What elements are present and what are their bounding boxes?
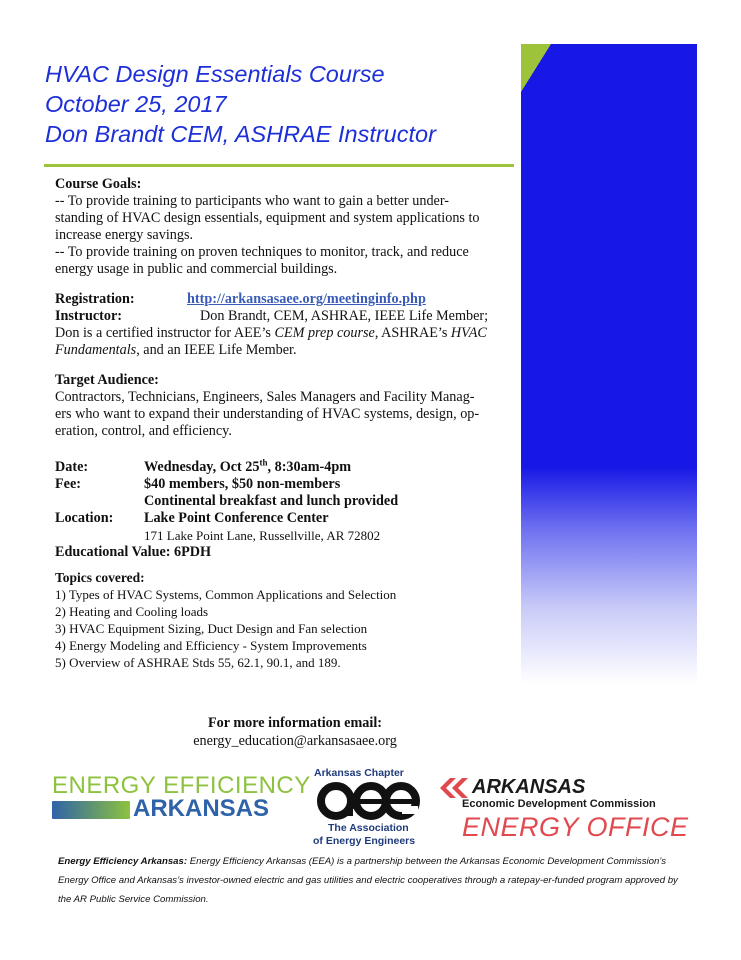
location-label: Location: (55, 509, 114, 526)
footer-note (58, 852, 686, 909)
goals-line: -- To provide training on proven techniques to monitor, track, and reduce (55, 244, 469, 260)
audience-line: Contractors, Technicians, Engineers, Sales Managers and Facility Manag- (55, 389, 475, 405)
energy-office-logo: ENERGY OFFICE (462, 812, 689, 842)
arkansas-chevron-icon (440, 778, 472, 798)
footer-lead: Energy Efficiency Arkansas: (58, 856, 188, 867)
footer-text: Energy Efficiency Arkansas (EEA) is a partnership between the Arkansas Economic Development Commission’s Energy Office and Arkansas’s investor-owned electric and gas utilities and electric cooperatives through a ratepay-er-funded program approved by the AR Public Service Commission. (58, 856, 678, 905)
date-value: Wednesday, Oct 25th, 8:30am-4pm (144, 457, 352, 475)
educational-value: Educational Value: 6PDH (55, 543, 212, 560)
fee-note: Continental breakfast and lunch provided (144, 492, 399, 509)
location-address: 171 Lake Point Lane, Russellville, AR 72802 (144, 527, 381, 543)
goals-line: increase energy savings. (55, 227, 194, 243)
topics-covered (55, 569, 396, 671)
audience-line: ers who want to expand their understanding of HVAC systems, design, op- (55, 406, 480, 422)
aee-logo-icon (316, 780, 420, 822)
arkansas-logo-subtitle: Economic Development Commission (462, 798, 656, 810)
header-divider (44, 164, 514, 167)
fee-value: $40 members, $50 non-members (144, 475, 341, 492)
fee-label: Fee: (55, 475, 81, 492)
instructor-value: Don Brandt, CEM, ASHRAE, IEEE Life Member; (200, 308, 489, 324)
instructor-title: Don Brandt CEM, ASHRAE Instructor (45, 121, 436, 147)
aee-name-line1: The Association (328, 822, 409, 834)
audience-heading: Target Audience: (55, 372, 159, 388)
course-date-title: October 25, 2017 (45, 91, 227, 117)
registration-link[interactable]: http://arkansasaee.org/meetinginfo.php (187, 291, 426, 307)
contact-block (150, 714, 440, 750)
goals-heading: Course Goals: (55, 176, 142, 192)
registration-section (55, 291, 488, 359)
contact-heading: For more information email: (207, 715, 383, 731)
eea-logo-line2: ARKANSAS (133, 795, 270, 822)
audience-line: eration, control, and efficiency. (55, 423, 232, 439)
date-label: Date: (55, 458, 89, 475)
topic-item: 4) Energy Modeling and Efficiency - System Improvements (55, 638, 367, 653)
blue-side-band (521, 44, 697, 684)
registration-label: Registration: (55, 291, 135, 307)
location-name: Lake Point Conference Center (144, 509, 329, 526)
topic-item: 2) Heating and Cooling loads (55, 604, 209, 619)
aee-chapter-label: Arkansas Chapter (314, 767, 404, 779)
eea-logo-line1: ENERGY EFFICIENCY (52, 772, 311, 799)
course-title: HVAC Design Essentials Course (45, 61, 385, 87)
topic-item: 5) Overview of ASHRAE Stds 55, 62.1, 90.1, and 189. (55, 655, 341, 670)
eea-logo-bar (52, 801, 130, 819)
event-details (55, 454, 398, 561)
target-audience (55, 372, 479, 440)
topics-heading: Topics covered: (55, 570, 145, 585)
topic-item: 1) Types of HVAC Systems, Common Applications and Selection (55, 587, 397, 602)
aee-name-line2: of Energy Engineers (313, 835, 416, 847)
topic-item: 3) HVAC Equipment Sizing, Duct Design and Fan selection (55, 621, 368, 636)
green-corner-triangle (521, 44, 551, 92)
goals-line: -- To provide training to participants who want to gain a better under- (55, 193, 450, 209)
goals-line: energy usage in public and commercial buildings. (55, 261, 338, 277)
instructor-label: Instructor: (55, 308, 122, 324)
instructor-bio-cont: Fundamentals, and an IEEE Life Member. (55, 342, 297, 358)
goals-line: standing of HVAC design essentials, equipment and system applications to (55, 210, 480, 226)
contact-email[interactable]: energy_education@arkansasaee.org (193, 733, 397, 749)
course-goals (55, 176, 480, 278)
instructor-bio: Don is a certified instructor for AEE’s CEM prep course, ASHRAE’s HVAC (55, 325, 487, 341)
arkansas-logo-title: ARKANSAS (472, 776, 586, 798)
